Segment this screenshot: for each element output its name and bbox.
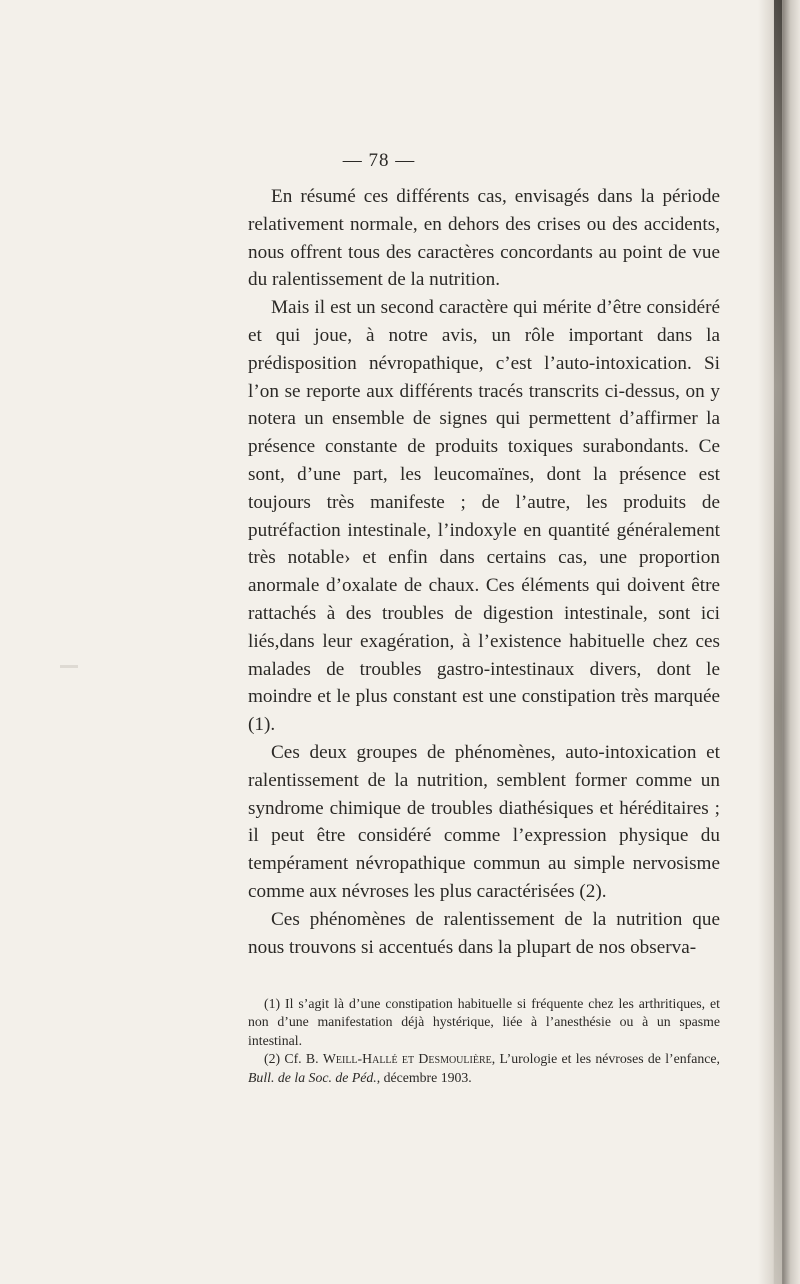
page-edge-binding xyxy=(758,0,800,1284)
footnote-2 xyxy=(248,1050,720,1087)
footnotes xyxy=(248,995,720,1087)
paragraph-3: Ces deux groupes de phénomènes, auto-intoxication et ralentissement de la nutrition, semblent former comme un syndrome chimique de troubles diathésiques et héréditaires ; il peut être considéré comme l’expression physique du tempérament névropathique commun au simple nervosisme comme aux névroses les plus caractérisées (2). xyxy=(248,741,720,902)
footnote-2-prefix: (2) Cf. B. xyxy=(264,1051,323,1067)
paragraph-2: Mais il est un second caractère qui mérite d’être considéré et qui joue, à notre avis, un rôle important dans la prédisposition névropathique, c’est l’auto-intoxication. Si l’on se reporte aux différents tracés transcrits ci-dessus, on y notera un ensemble de signes qui permettent d’affirmer la présence constante de produits toxiques surabondants. Ce sont, d’une part, les leucomaïnes, dont la présence est toujours très manifeste ; de l’autre, les produits de putréfaction intestinale, l’indoxyle en quantité généralement très notable› et enfin dans certains cas, une proportion anormale d’oxalate de chaux. Ces éléments qui doivent être rattachés à des troubles de digestion intestinale, sont ici liés,dans leur exagération, à l’existence habituelle chez ces malades de troubles gastro-intestinaux divers, dont le moindre et le plus constant est une constipation très marquée (1). xyxy=(248,297,720,736)
paper-smudge xyxy=(60,665,78,668)
footnote-1: (1) Il s’agit là d’une constipation habituelle si fréquente chez les arthritiques, et non d’une manifestation déjà hystérique, liée à l’anesthésie ou à un spasme intestinal. xyxy=(248,996,720,1048)
paragraph-1: En résumé ces différents cas, envisagés dans la période relativement normale, en dehors des crises ou des accidents, nous offrent tous des caractères concordants au point de vue du ralentissement de la nutrition. xyxy=(248,186,720,291)
footnote-2-title: , L’urologie et les névroses de l’enfance, xyxy=(491,1051,720,1067)
body-text xyxy=(248,183,720,961)
footnote-2-date: , décembre 1903. xyxy=(376,1069,472,1085)
footnote-2-authors: Weill-Hallé et Desmoulière xyxy=(322,1051,492,1067)
footnote-2-journal: Bull. de la Soc. de Péd. xyxy=(248,1069,377,1085)
paragraph-4: Ces phénomènes de ralentissement de la nutrition que nous trouvons si accentués dans la plupart de nos observa- xyxy=(248,908,720,958)
page-number: — 78 — xyxy=(342,150,416,171)
